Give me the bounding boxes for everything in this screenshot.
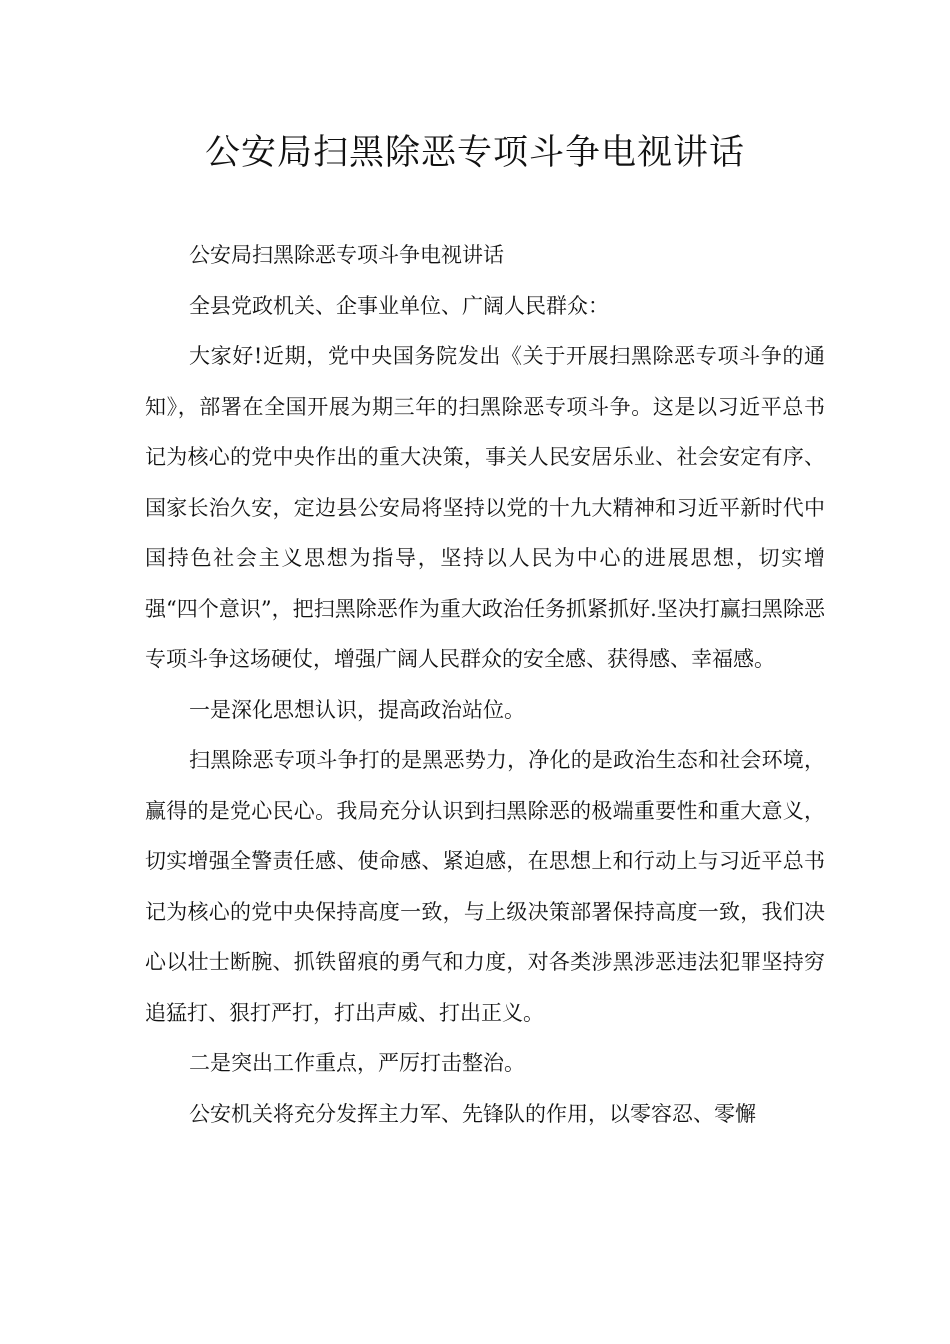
body-paragraph-salutation: 全县党政机关、企事业单位、广阔人民群众： [189, 293, 609, 318]
body-paragraph-point-two: 公安机关将充分发挥主力军、先锋队的作用，以零容忍、零懈 [189, 1101, 756, 1126]
document-title: 公安局扫黑除恶专项斗争电视讲话 [204, 133, 745, 173]
body-paragraph-heading: 公安局扫黑除恶专项斗争电视讲话 [189, 243, 504, 267]
body-paragraph-point-one: 扫黑除恶专项斗争打的是黑恶势力，净化的是政治生态和社会环境，赢得的是党心民心。我局充分认识到扫黑除恶的极端重要性和重大意义，切实增强全警责任感、使命感、紧迫感，在思想上和行动上与习近平总书记为核心的党中央保持高度一致，与上级决策部署保持高度一致，我们决心以壮士断腕、抓铁留痕的勇气和力度，对各类涉黑涉恶违法犯罪坚持穷追猛打、狠打严打，打出声威、打出正义。 [145, 748, 825, 1025]
body-paragraph-point-two-heading: 二是突出工作重点，严厉打击整治。 [189, 1051, 525, 1075]
body-paragraph-intro: 大家好!近期，党中央国务院发出《关于开展扫黑除恶专项斗争的通知》，部署在全国开展为期三年的扫黑除恶专项斗争。这是以习近平总书记为核心的党中央作出的重大决策，事关人民安居乐业、社会安定有序、国家长治久安，定边县公安局将坚持以党的十九大精神和习近平新时代中国持色社会主义思想为指导，坚持以人民为中心的进展思想，切实增强“四个意识”，把扫黑除恶作为重大政治任务抓紧抓好.坚决打赢扫黑除恶专项斗争这场硬仗，增强广阔人民群众的安全感、获得感、幸福感。 [145, 344, 825, 671]
body-paragraph-point-one-heading: 一是深化思想认识，提高政治站位。 [189, 697, 525, 722]
document-body [145, 230, 825, 1139]
